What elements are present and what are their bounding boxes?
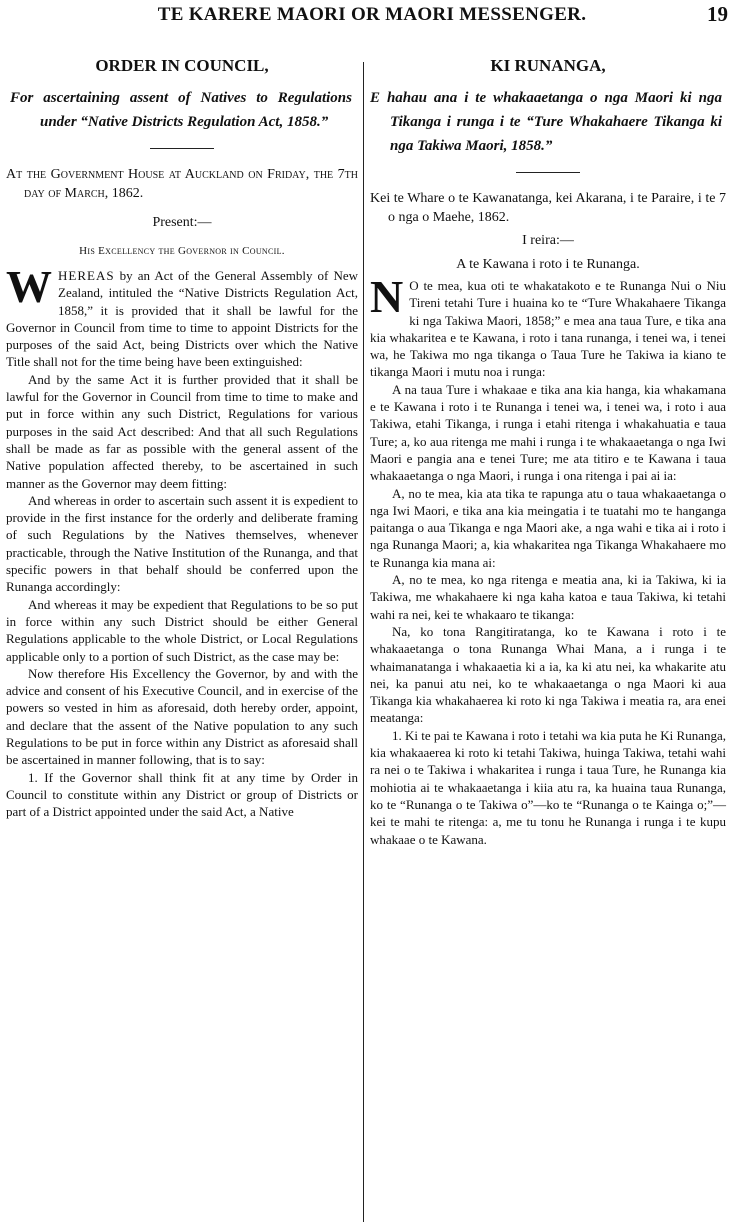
- english-paragraph-6: 1. If the Governor shall think fit at any time by Order in Council to constitute within any District or group of Districts or part of a District appointed under the said Act, a Native: [6, 769, 358, 820]
- masthead-title: TE KARERE MAORI OR MAORI MESSENGER.: [157, 4, 587, 25]
- english-dateline-year: 1862.: [111, 186, 144, 201]
- english-dateline: [6, 165, 358, 203]
- english-presence-line: His Excellency the Governor in Council.: [79, 245, 285, 257]
- page-number: 19: [707, 2, 728, 26]
- maori-paragraph-2: A na taua Ture i whakaae e tika ana kia hanga, kia whakamana e te Kawana i roto i te Runanga i tenei wa, i tenei wa, i roto i aua Takiwa, etahi Tikanga, i runga i etahi ritenga i whakahuatia e taua Ture; a, ko aua ritenga me mahi i runga i te whakaaetanga o nga Iwi Maori e pangia ana e tenei Ture; me ata titiro e te Kawana i taua whakaaetanga o nga Maori, i runga i ona ritenga i pai ai ia:: [370, 381, 726, 484]
- maori-dropcap: N: [370, 271, 404, 322]
- english-paragraph-4: And whereas it may be expedient that Regulations to be so put in force within any such District should be either General Regulations applicable to the whole District, or Local Regulations applicable only to a portion of such District, as the case may be:: [6, 596, 358, 664]
- maori-column: [370, 56, 726, 848]
- maori-subtitle: E hahau ana i te whakaaetanga o nga Maori ki nga Tikanga i runga i te “Ture Whakahaere Tikanga ki nga Takiwa Maori, 1858.”: [370, 90, 722, 154]
- english-paragraph-3: And whereas in order to ascertain such assent it is expedient to provide in the first instance for the orderly and deliberate framing of such Regulations by the Natives themselves, whenever practicable, through the Native Institution of the Runanga, and that specific powers in that behalf should be conferred upon the Runanga accordingly:: [6, 492, 358, 595]
- maori-presence-line: A te Kawana i roto i te Runanga.: [456, 257, 640, 272]
- maori-paragraph-3: A, no te mea, kia ata tika te rapunga atu o taua whakaaetanga o nga Iwi Maori, e tika ana kia meingatia i te tuatahi mo te hanganga paitanga o aua Tikanga e nga Maori ake, a nga wahi e tika ai i roto i nga Runanga Maori; a, kia whakaritea nga Tikanga Whakahaere mo te Runanga kia mana ai:: [370, 485, 726, 570]
- maori-paragraph-5: Na, ko tona Rangitiratanga, ko te Kawana i roto i te whakaaetanga o tona Runanga Whai Mana, a i runga i te whaimanatanga i whakaaetia ki a ia, ka ki atu nei, ka whakarite atu nei, ka panui atu nei, ko te whakaaetanga o nga Maori ki aua Tikanga kia whakahaerea ki roto ki nga Takiwa i meatia ra, ara enei meatanga:: [370, 623, 726, 726]
- maori-reira-label: I reira:—: [522, 233, 574, 248]
- maori-heading-rule: [516, 172, 580, 173]
- english-paragraph-5: Now therefore His Excellency the Governor, by and with the advice and consent of his Executive Council, and in exercise of the powers so vested in him as aforesaid, doth hereby order, appoint, and declare that the assent of the Native population to any such Regulations to be put in force within any District as aforesaid shall be ascertained in manner following, that is to say:: [6, 665, 358, 768]
- english-paragraph-2: And by the same Act it is further provided that it shall be lawful for the Governor in Council from time to time to make and put in force within any such District, Regulations for various purposes in the said Act described: And that all such Regulations shall be made as far as possible with the general assent of the Native population affected thereby, to be ascertained in such manner as the Governor may deem fitting:: [6, 371, 358, 491]
- english-subtitle: For ascertaining assent of Natives to Regulations under “Native Districts Regulation Act, 1858.”: [10, 90, 352, 130]
- english-heading-rule: [150, 148, 214, 149]
- maori-heading: KI RUNANGA,: [490, 56, 606, 75]
- maori-paragraph-6: 1. Ki te pai te Kawana i roto i tetahi wa kia puta he Ki Runanga, kia whakaaerea ki roto ki tetahi Takiwa, huinga Takiwa, tetahi wahi ra nei o te Takiwa i whakaritea i runga i taua Ture, he Runanga kia mohiotia ai te whakaaetanga i kiia atu ra, ka huaina taua Runanga, ko te “Runanga o te Takiwa o”—ko te “Runanga o te Kainga o;”—kei te mahi te ritenga: a, me tu tonu he Runanga i runga i te kupu whakaae o te Kawana.: [370, 727, 726, 847]
- column-divider: [363, 62, 364, 1222]
- english-paragraph-1-text: by an Act of the General Assembly of New Zealand, intituled the “Native Districts Regulation Act, 1858,” it is provided that it shall be lawful for the Governor in Council from time to time to appoint Districts for the purposes of the said Act, being Districts over which the Native Title shall not for the time being have been extinguished:: [6, 268, 358, 370]
- english-dropcap: W: [6, 261, 52, 312]
- english-dateline-text: At the Government House at Auckland on Friday, the 7th day of March,: [6, 167, 358, 201]
- english-paragraph-1: [6, 261, 358, 371]
- english-first-word: HEREAS: [58, 268, 115, 283]
- maori-paragraph-1: [370, 271, 726, 381]
- english-heading: ORDER IN COUNCIL,: [95, 56, 269, 75]
- english-column: [6, 56, 358, 821]
- maori-paragraph-1-text: O te mea, kua oti te whakatakoto e te Runanga Nui o Niu Tireni tetahi Ture i huaina ko te “Ture Whakahaere Tikanga ki nga Takiwa Maori, 1858;” e mea ana taua Ture, e tika ana kia whakaritea e te Kawana, i roto i tana runanga, i tenei wa, i tenei wa, he Takiwa mo nga tikanga o Taua Ture he Takiwa ia kiano te tikanga Maori i mutu noa i runga:: [370, 278, 726, 380]
- masthead: [14, 0, 730, 30]
- maori-paragraph-4: A, no te mea, ko nga ritenga e meatia ana, ki ia Takiwa, ki ia Takiwa, me whakahaere ki nga kaha katoa e taua Takiwa, ki tetahi wahi ra nei, kei te whakaaro te tikanga:: [370, 572, 726, 622]
- present-label: Present:—: [152, 215, 212, 230]
- maori-dateline: Kei te Whare o te Kawanatanga, kei Akarana, i te Paraire, i te 7 o nga o Maehe, 1862.: [370, 191, 726, 225]
